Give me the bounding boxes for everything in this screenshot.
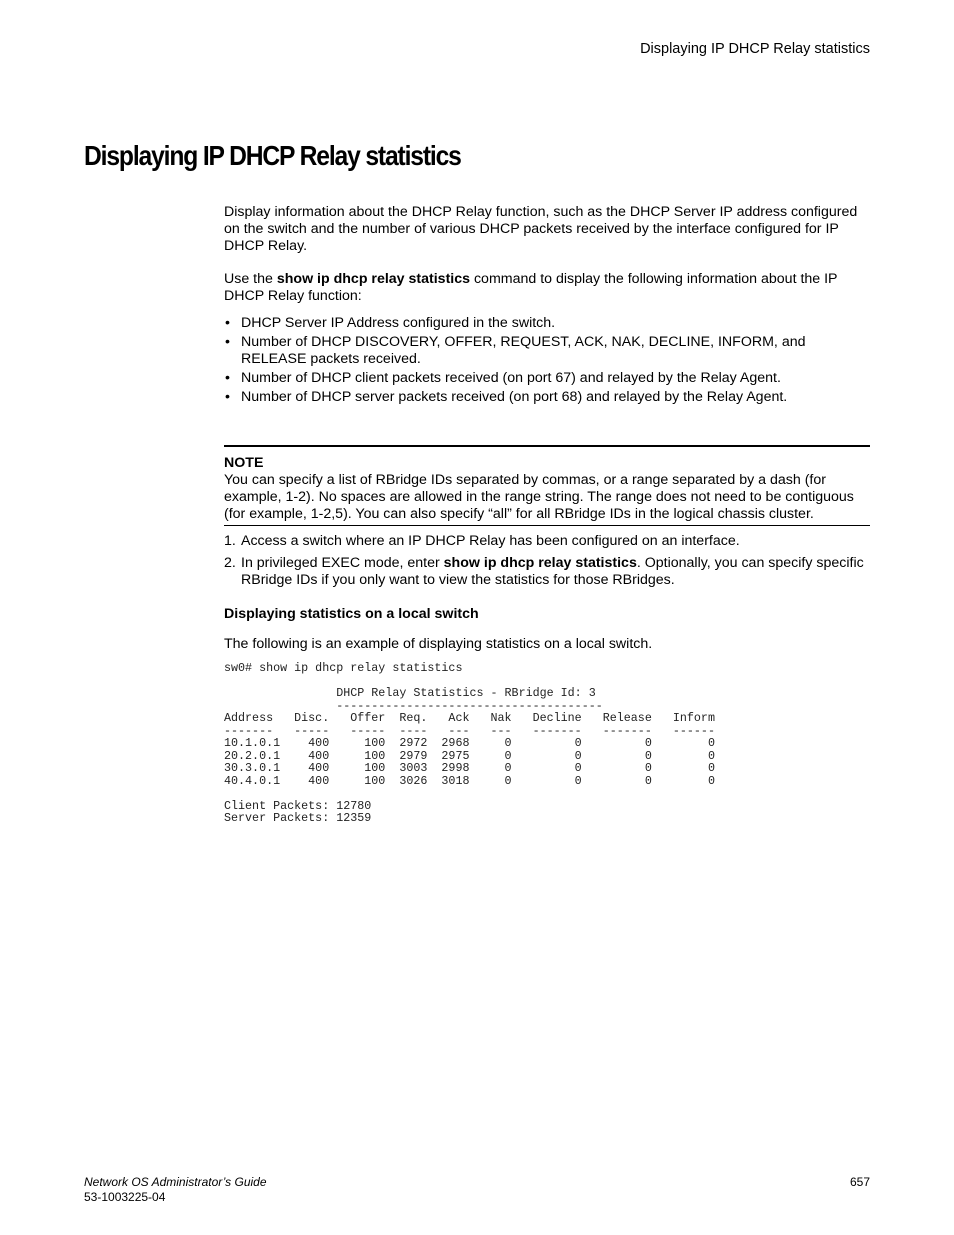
step-number: 1.	[224, 533, 236, 549]
footer-doc-number: 53-1003225-04	[84, 1190, 166, 1204]
procedure-steps	[224, 533, 870, 589]
info-bullet-list	[224, 315, 870, 406]
usage-text-before: Use the	[224, 271, 277, 287]
step-1	[224, 533, 870, 550]
step-text-after: . Optionally, you can specify specific RBridge IDs if you only want to view the statistics for those RBridges.	[241, 555, 864, 588]
running-header: Displaying IP DHCP Relay statistics	[640, 41, 870, 57]
footer-guide-title: Network OS Administrator’s Guide	[84, 1175, 267, 1189]
section-subheading: Displaying statistics on a local switch	[224, 606, 479, 622]
page-title: Displaying IP DHCP Relay statistics	[84, 140, 461, 171]
list-item: • Number of DHCP client packets received (on port 67) and relayed by the Relay Agent.	[224, 370, 870, 387]
main-content	[224, 204, 870, 825]
usage-paragraph	[224, 271, 870, 305]
usage-command: show ip dhcp relay statistics	[276, 271, 471, 287]
step-text-before: In privileged EXEC mode, enter	[241, 555, 444, 571]
step-number: 2.	[224, 555, 236, 571]
step-2	[224, 555, 870, 589]
note-box	[224, 445, 870, 526]
list-item: • Number of DHCP DISCOVERY, OFFER, REQUEST, ACK, NAK, DECLINE, INFORM, and RELEASE packets received.	[224, 334, 870, 368]
page-number: 657	[849, 1175, 870, 1189]
note-text: You can specify a list of RBridge IDs separated by commas, or a range separated by a dash (for example, 1-2). No spaces are allowed in the range string. The range does not need to be contiguous (for example, 1-2,5). You can also specify “all” for all RBridge IDs in the logical chassis cluster.	[224, 472, 854, 522]
step-command: show ip dhcp relay statistics	[443, 555, 637, 571]
usage-text-after: command to display the following information about the IP DHCP Relay function:	[224, 271, 838, 304]
cli-output-example: sw0# show ip dhcp relay statistics DHCP Relay Statistics - RBridge Id: 3 -------------------------------------- Address Disc. Offer Req. Ack Nak Decline Release Inform ------- ----- ----- ---- --- --- ------- ------- ------ 10.1.0.1 400 100 2972 2968 0 0 0 0 20.2.0.1 400 100 2979 2975 0 0 0 0 30.3.0.1 400 100 3003 2998 0 0 0 0 40.4.0.1 400 100 3026 3018 0 0 0 0 Client Packets: 12780 Server Packets: 12359	[224, 661, 715, 825]
footer-left	[84, 1175, 267, 1205]
note-label: NOTE	[224, 455, 264, 471]
list-item: • Number of DHCP server packets received (on port 68) and relayed by the Relay Agent.	[224, 389, 870, 406]
example-intro: The following is an example of displaying statistics on a local switch.	[224, 636, 653, 652]
list-item: • DHCP Server IP Address configured in the switch.	[224, 315, 870, 332]
intro-paragraph: Display information about the DHCP Relay function, such as the DHCP Server IP address configured on the switch and the number of various DHCP packets received by the interface configured for IP DHCP Relay.	[224, 204, 858, 254]
step-text: Access a switch where an IP DHCP Relay has been configured on an interface.	[241, 533, 740, 549]
